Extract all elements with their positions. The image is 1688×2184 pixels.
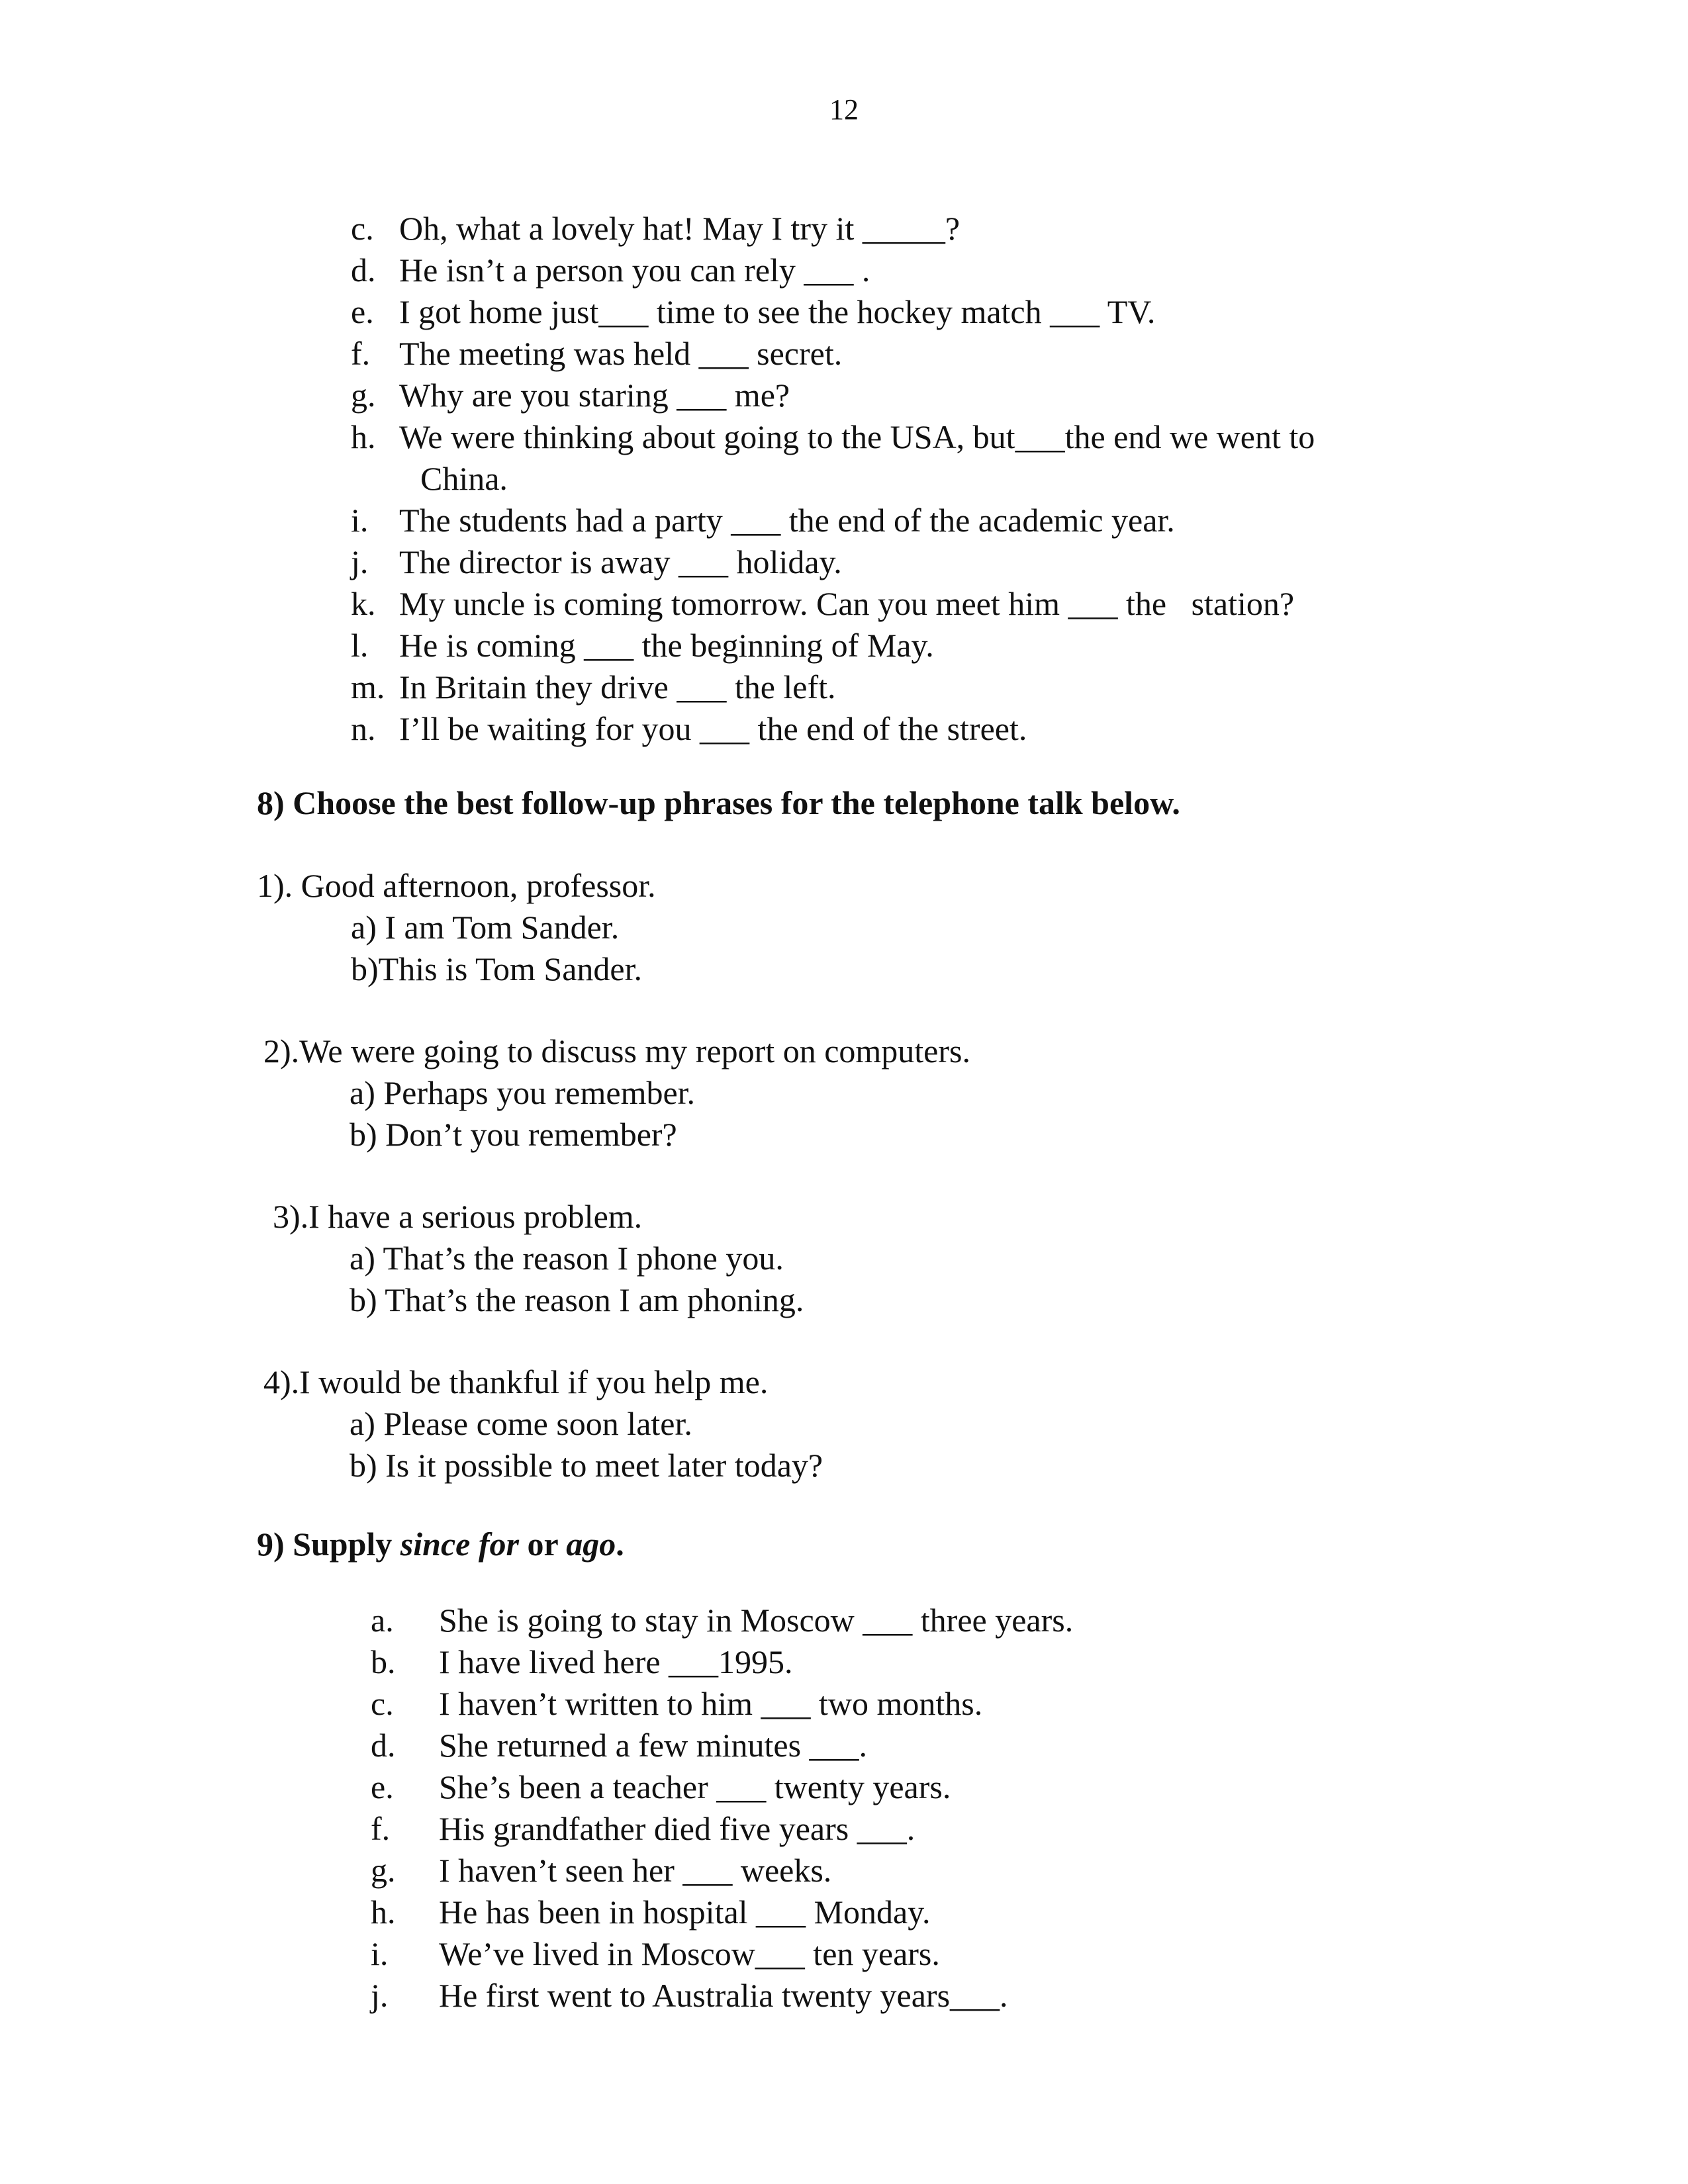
item-marker: g.	[371, 1852, 396, 1889]
list-item	[351, 416, 1445, 500]
item-text-continuation: China.	[420, 460, 508, 497]
list-item	[351, 291, 1445, 333]
item-text: He is coming ___ the beginning of May.	[399, 627, 934, 664]
list-item	[371, 1600, 1073, 1641]
item-text: In Britain they drive ___ the left.	[399, 668, 836, 705]
list-item	[371, 1933, 1073, 1975]
item-text: I’ll be waiting for you ___ the end of the street.	[399, 710, 1027, 747]
item-text: She is going to stay in Moscow ___ three years.	[439, 1602, 1074, 1639]
item-marker: n.	[351, 710, 376, 747]
item-marker: e.	[371, 1768, 394, 1805]
list-item	[371, 1975, 1073, 2017]
item-text: He has been in hospital ___ Monday.	[439, 1893, 931, 1931]
list-item	[371, 1725, 1073, 1766]
list-item	[351, 333, 1445, 375]
list-item	[371, 1683, 1073, 1725]
item-text: The students had a party ___ the end of the academic year.	[399, 502, 1175, 539]
option-a: a) Please come soon later.	[350, 1405, 692, 1442]
item-marker: e.	[351, 293, 374, 330]
list-item	[351, 541, 1445, 583]
option-a: a) I am Tom Sander.	[351, 909, 620, 946]
heading-italic-since-for: since for	[400, 1525, 519, 1563]
option-b: b) That’s the reason I am phoning.	[350, 1281, 804, 1318]
item-text: She returned a few minutes ___.	[439, 1727, 868, 1764]
item-marker: c.	[351, 210, 374, 247]
item-text: Oh, what a lovely hat! May I try it _____?	[399, 210, 961, 247]
item-marker: m.	[351, 668, 385, 705]
list-item	[371, 1766, 1073, 1808]
item-text: My uncle is coming tomorrow. Can you meet him ___ the station?	[399, 585, 1295, 622]
heading-prefix: 9) Supply	[257, 1525, 400, 1563]
exercise-9-list	[371, 1600, 1073, 2017]
item-marker: k.	[351, 585, 376, 622]
list-item	[351, 500, 1445, 541]
item-text: I haven’t written to him ___ two months.	[439, 1685, 983, 1722]
list-item	[371, 1891, 1073, 1933]
item-text: She’s been a teacher ___ twenty years.	[439, 1768, 951, 1805]
list-item	[351, 625, 1445, 666]
option-b: b) Don’t you remember?	[350, 1116, 677, 1153]
option-b: b)This is Tom Sander.	[351, 950, 643, 987]
item-marker: l.	[351, 627, 369, 664]
item-marker: f.	[371, 1810, 391, 1847]
item-marker: h.	[371, 1893, 396, 1931]
heading-or: or	[518, 1525, 567, 1563]
item-marker: d.	[371, 1727, 396, 1764]
list-item	[371, 1808, 1073, 1850]
item-text: We were thinking about going to the USA, but___the end we went to	[399, 418, 1315, 455]
item-marker: g.	[351, 377, 376, 414]
item-text: He isn’t a person you can rely ___ .	[399, 251, 870, 289]
item-marker: i.	[351, 502, 369, 539]
question-prompt: 4).I would be thankful if you help me.	[263, 1363, 769, 1400]
item-text: I haven’t seen her ___ weeks.	[439, 1852, 832, 1889]
section-8-heading: 8) Choose the best follow-up phrases for the telephone talk below.	[257, 784, 1180, 821]
list-item	[351, 375, 1445, 416]
item-marker: f.	[351, 335, 371, 372]
item-marker: b.	[371, 1643, 396, 1680]
list-item	[351, 666, 1445, 708]
item-marker: d.	[351, 251, 376, 289]
item-text: His grandfather died five years ___.	[439, 1810, 915, 1847]
item-marker: h.	[351, 418, 376, 455]
item-text: We’ve lived in Moscow___ ten years.	[439, 1935, 940, 1972]
item-marker: c.	[371, 1685, 394, 1722]
item-text: I have lived here ___1995.	[439, 1643, 793, 1680]
item-marker: i.	[371, 1935, 389, 1972]
question-prompt: 3).I have a serious problem.	[273, 1198, 643, 1235]
list-item	[351, 250, 1445, 291]
item-text: I got home just___ time to see the hockey match ___ TV.	[399, 293, 1156, 330]
exercise-7-list	[351, 208, 1445, 750]
question-prompt: 2).We were going to discuss my report on computers.	[263, 1032, 970, 1069]
item-text: He first went to Australia twenty years___.	[439, 1977, 1008, 2014]
option-b: b) Is it possible to meet later today?	[350, 1447, 823, 1484]
item-marker: j.	[351, 543, 369, 580]
item-marker: j.	[371, 1977, 389, 2014]
question-prompt: 1). Good afternoon, professor.	[257, 867, 656, 904]
item-text: Why are you staring ___ me?	[399, 377, 790, 414]
list-item	[351, 208, 1445, 250]
page-number: 12	[829, 93, 859, 126]
item-marker: a.	[371, 1602, 394, 1639]
list-item	[351, 708, 1445, 750]
item-text: The director is away ___ holiday.	[399, 543, 842, 580]
item-text: The meeting was held ___ secret.	[399, 335, 843, 372]
option-a: a) Perhaps you remember.	[350, 1074, 696, 1111]
list-item	[371, 1641, 1073, 1683]
heading-suffix: .	[616, 1525, 624, 1563]
list-item	[351, 583, 1445, 625]
list-item	[371, 1850, 1073, 1891]
section-9-heading	[257, 1525, 624, 1563]
heading-italic-ago: ago	[566, 1525, 616, 1563]
option-a: a) That’s the reason I phone you.	[350, 1240, 784, 1277]
